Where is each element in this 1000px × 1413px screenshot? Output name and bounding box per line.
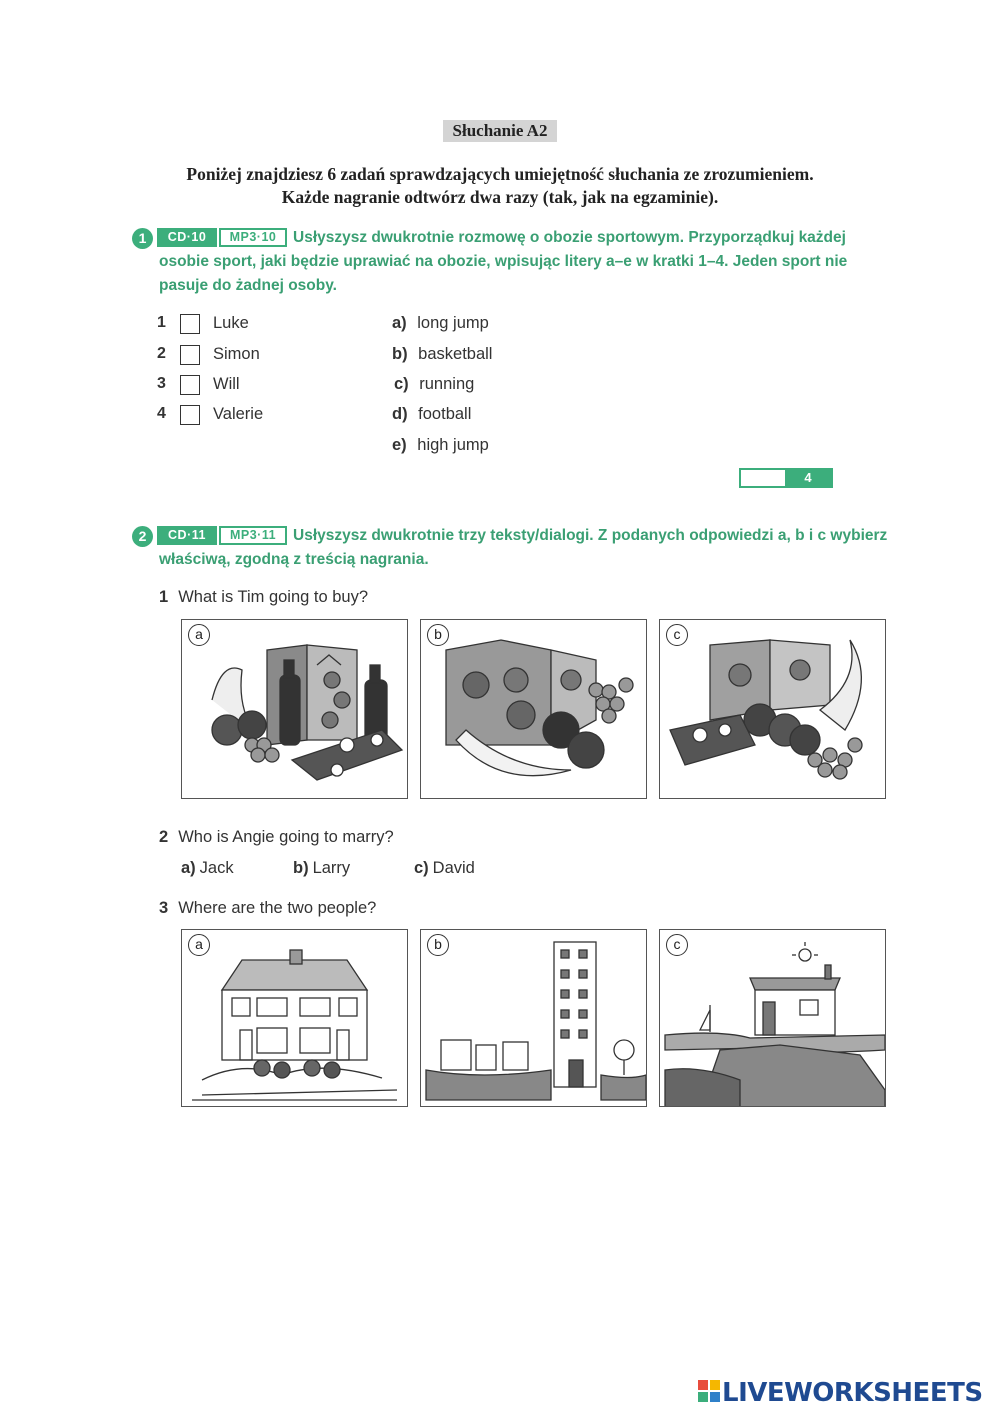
option-text: Larry	[312, 859, 351, 877]
sport-option-b	[392, 345, 492, 364]
sport-name: basketball	[418, 345, 493, 363]
sport-name: long jump	[417, 314, 489, 332]
tower-block-illustration	[421, 930, 647, 1107]
person-number: 3	[157, 375, 166, 392]
option-letter: b)	[293, 859, 309, 877]
answer-box-1[interactable]	[180, 314, 200, 334]
sport-option-d	[392, 405, 471, 424]
q1-picture-b[interactable]	[420, 619, 647, 799]
task1-score-max: 4	[785, 470, 831, 486]
question-number: 1	[159, 588, 169, 606]
shopping-illustration-c	[660, 620, 886, 799]
person-name: Luke	[213, 314, 249, 332]
task1-score-box	[739, 468, 833, 488]
option-letter: c)	[414, 859, 429, 877]
logo-square	[710, 1380, 720, 1390]
person-number: 1	[157, 314, 166, 331]
q2-option-c[interactable]	[414, 859, 475, 878]
liveworksheets-logo	[698, 1378, 983, 1410]
q3-picture-a[interactable]	[181, 929, 408, 1107]
sport-name: high jump	[417, 436, 489, 454]
question-2	[159, 828, 394, 847]
sport-letter: b)	[392, 345, 408, 363]
option-letter: a)	[181, 859, 196, 877]
sport-letter: d)	[392, 405, 408, 423]
shopping-illustration-a	[182, 620, 408, 799]
q3-picture-c[interactable]	[659, 929, 886, 1107]
option-text: David	[432, 859, 475, 877]
task2-cd-badge: CD·11	[157, 526, 217, 545]
sport-option-c	[394, 375, 474, 394]
sport-option-a	[392, 314, 489, 333]
picture-label: b	[427, 624, 449, 646]
task1-mp3-badge: MP3·10	[219, 228, 287, 247]
task1-number: 1	[132, 228, 153, 249]
task1-cd-badge: CD·10	[157, 228, 217, 247]
seaside-cottage-illustration	[660, 930, 886, 1107]
logo-square	[698, 1392, 708, 1402]
task1-header	[132, 226, 892, 296]
task2-number: 2	[132, 526, 153, 547]
question-1	[159, 588, 368, 607]
picture-label: c	[666, 934, 688, 956]
logo-mark-icon	[698, 1380, 720, 1402]
answer-box-3[interactable]	[180, 375, 200, 395]
task2-instruction: Usłyszysz dwukrotnie trzy teksty/dialogi. Z podanych odpowiedzi a, b i c wybierz właściwą, zgodną z treścią nagrania.	[159, 527, 888, 568]
shopping-illustration-b	[421, 620, 647, 799]
question-text: Who is Angie going to marry?	[178, 828, 394, 846]
question-text: Where are the two people?	[178, 899, 377, 917]
intro-line-2: Każde nagranie odtwórz dwa razy (tak, jak na egzaminie).	[281, 187, 719, 207]
sport-name: running	[419, 375, 475, 393]
picture-label: a	[188, 934, 210, 956]
question-number: 2	[159, 828, 169, 846]
task2-header	[132, 524, 892, 572]
houses-illustration	[182, 930, 408, 1107]
q1-picture-c[interactable]	[659, 619, 886, 799]
sport-letter: e)	[392, 436, 407, 454]
intro-text	[60, 163, 940, 209]
person-number: 2	[157, 345, 166, 362]
q2-option-b[interactable]	[293, 859, 350, 878]
intro-line-1: Poniżej znajdziesz 6 zadań sprawdzających umiejętność słuchania ze zrozumieniem.	[186, 164, 814, 184]
person-name: Simon	[213, 345, 260, 363]
picture-label: a	[188, 624, 210, 646]
person-number: 4	[157, 405, 166, 422]
picture-label: c	[666, 624, 688, 646]
option-text: Jack	[199, 859, 234, 877]
logo-text: LIVEWORKSHEETS	[722, 1378, 983, 1408]
sport-letter: c)	[394, 375, 409, 393]
q1-picture-a[interactable]	[181, 619, 408, 799]
sport-letter: a)	[392, 314, 407, 332]
task1-instruction: Usłyszysz dwukrotnie rozmowę o obozie sportowym. Przyporządkuj każdej osobie sport, jaki będzie uprawiać na obozie, wpisując litery a–e w kratki 1–4. Jeden sport nie pasuje do żadnej osoby.	[159, 229, 848, 294]
answer-box-4[interactable]	[180, 405, 200, 425]
question-3	[159, 899, 376, 918]
person-name: Valerie	[213, 405, 264, 423]
answer-box-2[interactable]	[180, 345, 200, 365]
sport-name: football	[418, 405, 472, 423]
page-title: Słuchanie A2	[443, 120, 557, 142]
question-number: 3	[159, 899, 169, 917]
picture-label: b	[427, 934, 449, 956]
q2-option-a[interactable]	[181, 859, 234, 878]
question-text: What is Tim going to buy?	[178, 588, 369, 606]
sport-option-e	[392, 436, 489, 455]
q3-picture-b[interactable]	[420, 929, 647, 1107]
logo-square	[698, 1380, 708, 1390]
logo-square	[710, 1392, 720, 1402]
person-name: Will	[213, 375, 240, 393]
task2-mp3-badge: MP3·11	[219, 526, 287, 545]
